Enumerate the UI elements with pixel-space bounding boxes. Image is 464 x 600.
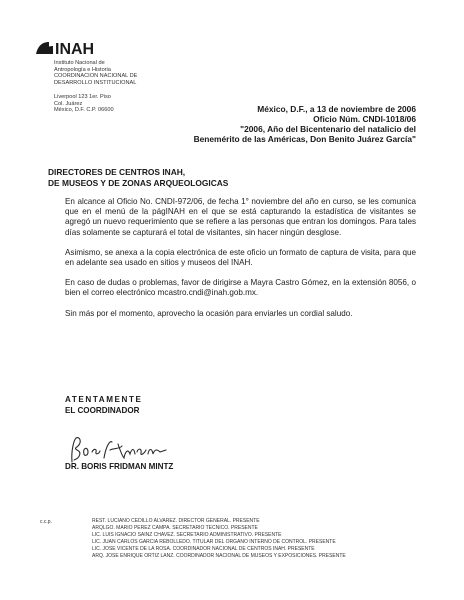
cc-line: LIC. JUAN CARLOS GARCIA REBOLLEDO. TITULAR DEL ORGANO INTERNO DE CONTROL. PRESENTE [92,539,336,546]
cc-line: LIC. JOSE VICENTE DE LA ROSA. COORDINADOR NACIONAL DE CENTROS INAH. PRESENTE [92,546,315,553]
cc-line: ARQ. JOSE ENRIQUE ORTIZ LANZ. COORDINADOR NACIONAL DE MUSEOS Y EXPOSICIONES. PRESENTE [92,553,346,560]
letter-header [194,104,416,144]
oficio-number: Oficio Núm. CNDI-1018/06 [313,114,416,124]
closing-title: EL COORDINADOR [65,406,140,415]
address-line: Liverpool 123 1er. Piso [54,94,111,100]
org-line: Instituto Nacional de [54,60,105,66]
inah-logo [34,40,134,56]
cc-line: ARQLGO. MARIO PEREZ CAMPA. SECRETARIO TECNICO. PRESENTE [92,525,258,532]
cc-line: REST. LUCIANO CEDILLO ALVAREZ. DIRECTOR GENERAL. PRESENTE [92,518,260,524]
closing [65,394,143,416]
letter-date: México, D.F., a 13 de noviembre de 2006 [257,104,416,114]
org-line: COORDINACION NACIONAL DE [54,73,138,80]
body-paragraph: Asimismo, se anexa a la copia electrónica de este oficio un formato de captura de visita, para que en adelante sea usado en sitios y museos del INAH. [65,247,416,268]
cc-line: LIC. LUIS IGNACIO SAINZ CHAVEZ. SECRETARIO ADMINISTRATIVO. PRESENTE [92,532,282,539]
org-name [54,60,137,86]
body-paragraph: En alcance al Oficio No. CNDI-972/06, de fecha 1° noviembre del año en curso, se les comunica que en el menú de la págINAH en el que se está capturando la estadística de visitantes se agregó un nuevo requerimiento que se refiere a las personas que entran los domingos. Para tales días solamente se capturará el total de visitantes, sin hacer ningún desglose. [65,197,416,237]
recipient-line: DIRECTORES DE CENTROS INAH, [48,167,186,177]
signer-name: DR. BORIS FRIDMAN MINTZ [65,462,174,471]
cc-label: c.c.p. [40,519,52,525]
address-line: México, D.F. C.P. 06600 [54,107,114,114]
recipients [48,167,228,188]
body-paragraph: En caso de dudas o problemas, favor de dirigirse a Mayra Castro Gómez, en la extensión 8056, o bien el correo electrónico mcastro.cndi@inah.gob.mx. [65,278,416,298]
recipient-line: DE MUSEOS Y DE ZONAS ARQUEOLOGICAS [48,177,229,188]
motto-line: "2006, Año del Bicentenario del natalicio del [240,124,416,134]
org-address [54,94,114,114]
letter-body [65,197,416,329]
org-line: Antropología e Historia [54,66,111,73]
logo-wordmark: INAH [55,41,95,56]
org-line: DESARROLLO INSTITUCIONAL [54,79,137,86]
motto-line: Benemérito de las Américas, Don Benito Juárez García" [193,134,416,144]
body-paragraph: Sin más por el momento, aprovecho la ocasión para enviarles un cordial saludo. [65,308,353,318]
closing-salutation: ATENTAMENTE [65,395,143,404]
address-line: Col. Juárez [54,100,83,107]
cc-list [92,518,346,561]
